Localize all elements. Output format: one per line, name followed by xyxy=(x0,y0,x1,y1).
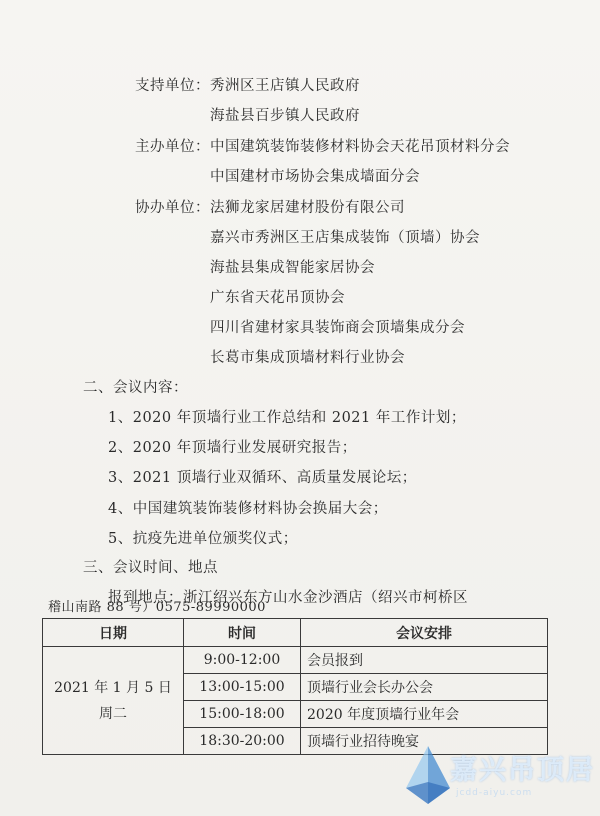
table-row xyxy=(43,647,548,674)
location-line-1: 报到地点：浙江绍兴东方山水金沙酒店（绍兴市柯桥区 xyxy=(108,590,468,606)
agenda-cell: 会员报到 xyxy=(301,647,548,674)
date-text: 2021 年 1 月 5 日 xyxy=(54,679,172,696)
co-organizer-1: 法狮龙家居建材股份有限公司 xyxy=(210,200,405,216)
section2-item-1: 1、2020 年顶墙行业工作总结和 2021 年工作计划； xyxy=(108,410,466,426)
date-cell xyxy=(43,647,184,755)
co-organizer-3: 海盐县集成智能家居协会 xyxy=(210,260,375,276)
agenda-cell: 顶墙行业招待晚宴 xyxy=(301,728,548,755)
section2-item-5: 5、抗疫先进单位颁奖仪式； xyxy=(108,531,298,547)
section3-heading: 三、会议时间、地点 xyxy=(83,560,218,576)
schedule-header-row xyxy=(43,619,548,647)
watermark-logo-icon xyxy=(398,744,458,806)
time-cell: 18:30-20:00 xyxy=(184,728,301,755)
co-organizer-5: 四川省建材家具装饰商会顶墙集成分会 xyxy=(210,320,465,336)
supporters-label: 支持单位： xyxy=(135,78,210,94)
agenda-cell: 顶墙行业会长办公会 xyxy=(301,674,548,701)
header-agenda: 会议安排 xyxy=(301,619,548,647)
section2-heading: 二、会议内容： xyxy=(83,380,188,396)
section2-item-3: 3、2021 顶墙行业双循环、高质量发展论坛； xyxy=(108,470,417,486)
co-organizer-4: 广东省天花吊顶协会 xyxy=(210,290,345,306)
co-organizer-6: 长葛市集成顶墙材料行业协会 xyxy=(210,350,405,366)
watermark-url: jcdd-aiyu.com xyxy=(456,788,533,798)
weekday-text: 周二 xyxy=(99,705,127,722)
section2-item-4: 4、中国建筑装饰装修材料协会换届大会； xyxy=(108,501,388,517)
schedule-table xyxy=(42,618,548,755)
time-cell: 13:00-15:00 xyxy=(184,674,301,701)
organizer-2: 中国建材市场协会集成墙面分会 xyxy=(210,169,420,185)
watermark-text: 嘉兴吊顶居 xyxy=(450,755,595,786)
location-line-2: 稽山南路 88 号）0575-89990000 xyxy=(48,600,266,615)
header-time: 时间 xyxy=(184,619,301,647)
organizers-label: 主办单位： xyxy=(135,139,210,155)
watermark xyxy=(398,744,598,806)
section2-item-2: 2、2020 年顶墙行业发展研究报告； xyxy=(108,440,357,456)
organizer-1: 中国建筑装饰装修材料协会天花吊顶材料分会 xyxy=(210,139,510,155)
time-cell: 9:00-12:00 xyxy=(184,647,301,674)
supporter-1: 秀洲区王店镇人民政府 xyxy=(210,78,360,94)
header-date: 日期 xyxy=(43,619,184,647)
co-organizers-label: 协办单位： xyxy=(135,200,210,216)
co-organizer-2: 嘉兴市秀洲区王店集成装饰（顶墙）协会 xyxy=(210,230,480,246)
time-cell: 15:00-18:00 xyxy=(184,701,301,728)
agenda-cell: 2020 年度顶墙行业年会 xyxy=(301,701,548,728)
supporter-2: 海盐县百步镇人民政府 xyxy=(210,108,360,124)
